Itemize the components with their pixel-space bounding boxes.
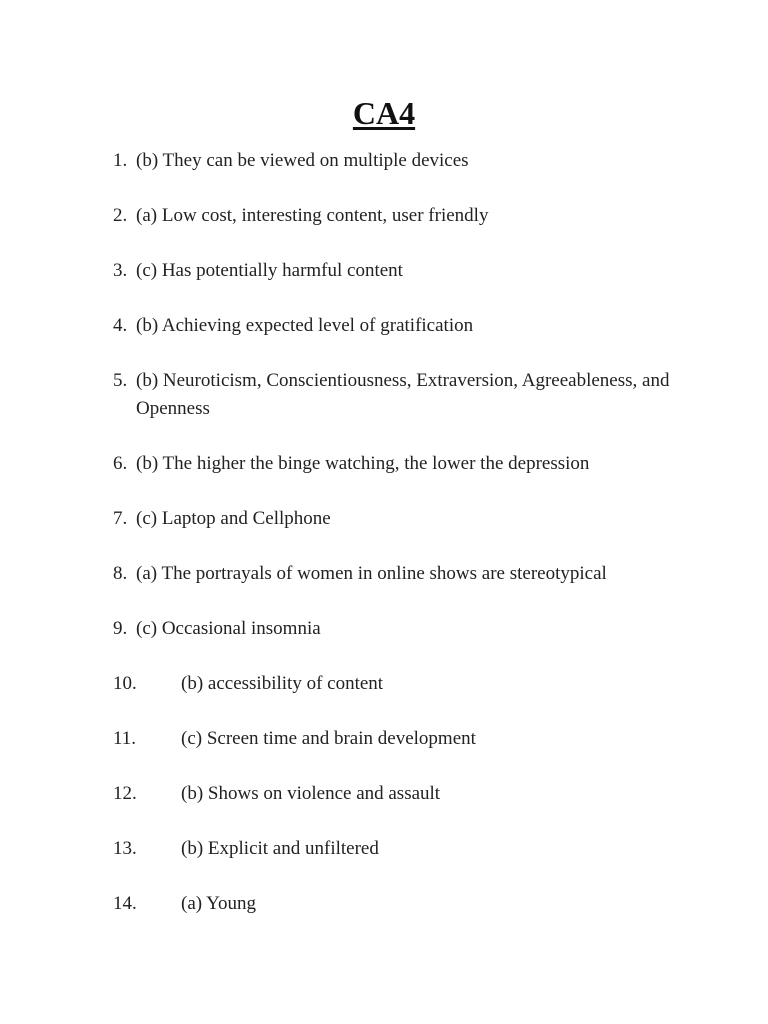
list-item xyxy=(113,450,693,478)
list-item xyxy=(113,670,693,698)
item-number: 11. xyxy=(113,727,137,749)
item-number: 3. xyxy=(113,260,128,281)
list-item xyxy=(113,615,693,643)
list-item xyxy=(113,835,693,863)
list-item xyxy=(113,890,693,918)
item-number: 4. xyxy=(113,315,128,336)
item-text: (a) Low cost, interesting content, user friendly xyxy=(136,205,489,226)
item-number: 13. xyxy=(113,837,137,859)
item-text: (b) Shows on violence and assault xyxy=(181,782,441,804)
list-item xyxy=(113,147,693,175)
list-item xyxy=(113,202,693,230)
item-text: (b) Achieving expected level of gratification xyxy=(136,315,474,336)
item-text: (a) The portrayals of women in online shows are stereotypical xyxy=(136,562,607,584)
item-number: 1. xyxy=(113,150,128,171)
list-item xyxy=(113,560,693,588)
item-text: (b) accessibility of content xyxy=(181,672,384,694)
item-number: 7. xyxy=(113,507,128,529)
answer-list xyxy=(113,147,693,945)
item-number: 5. xyxy=(113,370,128,391)
item-number: 6. xyxy=(113,452,128,474)
item-text: (b) The higher the binge watching, the lower the depression xyxy=(136,452,590,474)
list-item xyxy=(113,257,693,285)
item-number: 2. xyxy=(113,205,128,226)
list-item xyxy=(113,505,693,533)
item-number: 9. xyxy=(113,617,128,639)
item-text: (b) Neuroticism, Conscientiousness, Extraversion, Agreeableness, and Openness xyxy=(136,370,670,419)
list-item xyxy=(113,725,693,753)
item-text: (a) Young xyxy=(181,892,256,914)
item-number: 14. xyxy=(113,892,137,914)
item-text: (c) Has potentially harmful content xyxy=(136,260,403,281)
item-number: 12. xyxy=(113,782,137,804)
item-text: (c) Screen time and brain development xyxy=(181,727,476,749)
list-item xyxy=(113,312,693,340)
document-title: CA4 xyxy=(352,95,416,131)
list-item xyxy=(113,367,693,422)
item-text: (b) They can be viewed on multiple devices xyxy=(136,150,469,171)
item-number: 10. xyxy=(113,672,137,694)
item-text: (c) Laptop and Cellphone xyxy=(136,507,331,529)
list-item xyxy=(113,780,693,808)
item-text: (c) Occasional insomnia xyxy=(136,617,321,639)
item-text: (b) Explicit and unfiltered xyxy=(181,837,379,859)
item-number: 8. xyxy=(113,562,128,584)
